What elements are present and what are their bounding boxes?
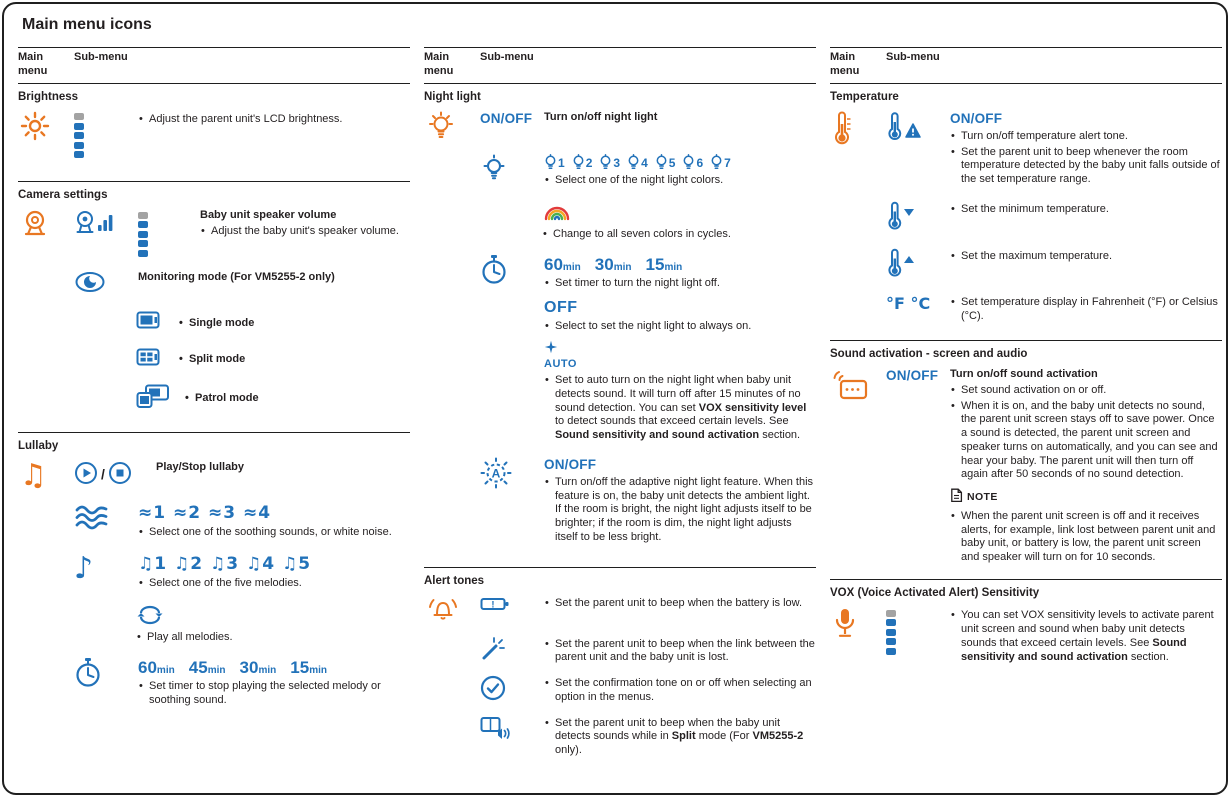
temp-min-icon (886, 222, 918, 234)
mode-label: • Single mode (178, 317, 254, 331)
section-vox-sensitivity (830, 579, 1222, 686)
bullet: • Select one of the five melodies. (138, 577, 410, 591)
battery-low-icon (480, 599, 510, 616)
note-block (950, 488, 1222, 565)
manual-page (2, 2, 1228, 795)
note-label: NOTE (967, 491, 998, 504)
page-title: Main menu icons (22, 16, 152, 33)
mode-label: • Patrol mode (184, 392, 259, 406)
rainbow-row (542, 201, 816, 242)
bulb-option: 5 (655, 154, 676, 171)
col-header-sub-menu: Sub-menu (74, 51, 128, 63)
bullet: • Set the minimum temperature. (950, 203, 1222, 217)
sound-activation-row (830, 368, 1222, 567)
melodies-row (18, 550, 410, 593)
col-header-sub-menu: Sub-menu (886, 51, 940, 63)
section-camera-settings (18, 181, 410, 432)
mode-split (136, 347, 410, 374)
table-header (18, 47, 410, 84)
lullaby-timer-row (18, 657, 410, 710)
bullet: • Set the confirmation tone on or off when selecting an option in the menus. (544, 677, 816, 705)
bulb-option: 2 (572, 154, 593, 171)
temperature-min-row (830, 201, 1222, 236)
timer-token: 45min (188, 658, 226, 678)
section-title-camera-settings: Camera settings (18, 188, 108, 201)
split-sound-icon (480, 732, 512, 744)
section-title-sound-activation: Sound activation - screen and audio (830, 347, 1028, 360)
bullet: • Change to all seven colors in cycles. (542, 228, 816, 242)
section-temperature (830, 84, 1222, 340)
repeat-icon (136, 616, 164, 628)
night-light-onoff-row (424, 111, 816, 148)
bullet: • Set timer to turn the night light off. (544, 277, 816, 291)
timer-icon (74, 679, 102, 691)
night-light-timer-row (424, 254, 816, 445)
rainbow-icon (542, 212, 572, 224)
stop-icon (108, 461, 132, 490)
monitor-patrol-icon (136, 384, 170, 415)
section-title-vox: VOX (Voice Activated Alert) Sensitivity (830, 586, 1040, 599)
level-indicator (74, 113, 138, 158)
bullet: • Set sound activation on or off. (950, 384, 1222, 398)
columns-container (4, 35, 1226, 772)
note-icon (950, 488, 963, 508)
play-icon (74, 461, 98, 490)
column-middle (424, 47, 816, 772)
night-light-color-options (544, 154, 816, 171)
music-note-icon: ♫ (20, 457, 47, 493)
bulb-option: 7 (710, 154, 731, 171)
column-right (830, 47, 1222, 686)
bullet: • Set temperature display in Fahrenheit (°F) or Celsius (°C). (950, 296, 1222, 324)
temp-max-icon (886, 269, 918, 281)
bullet: • Play all melodies. (136, 631, 410, 645)
sound-activation-icon (832, 393, 870, 405)
onoff-token: ON/OFF (950, 110, 1003, 126)
bullet: • Adjust the parent unit's LCD brightness. (138, 113, 410, 127)
separator: / (101, 466, 105, 483)
night-light-heading: Turn on/off night light (544, 110, 658, 123)
monitoring-mode-row (18, 271, 410, 298)
battery-alert-row (424, 595, 816, 628)
soothing-tokens: ≈1 ≈2 ≈3 ≈4 (138, 502, 272, 523)
bulb-option: 6 (682, 154, 703, 171)
vox-row (830, 607, 1222, 666)
mode-patrol (136, 384, 410, 415)
section-title-temperature: Temperature (830, 90, 899, 103)
col-header-main-menu: Main menu (18, 51, 48, 77)
bullet: • Set the parent unit to beep when the baby unit detects sounds while in Split mode (For VM5255-2 only). (544, 717, 816, 758)
timer-token: 15min (645, 254, 683, 274)
timer-icon (480, 276, 508, 288)
night-light-icon (426, 134, 456, 146)
eye-icon (74, 284, 106, 296)
col-header-main-menu: Main menu (830, 51, 860, 77)
bulb-icon (480, 175, 508, 187)
temp-alert-icon (886, 134, 924, 146)
timer-token: 60min (544, 254, 581, 274)
section-sound-activation (830, 340, 1222, 579)
section-title-night-light: Night light (424, 90, 481, 103)
adaptive-icon (480, 466, 512, 492)
section-title-brightness: Brightness (18, 90, 79, 103)
bullet: • Set the maximum temperature. (950, 250, 1222, 264)
off-token: OFF (544, 298, 578, 316)
svg-text:!: ! (491, 599, 495, 611)
bullet: • When it is on, and the baby unit detects no sound, the parent unit screen stays off to save power. Once a sound is detected, the parent unit screen and speaker turns on automatically, and you can see and hear your baby. The parent unit will then turn off again after 50 seconds of no sound detection. (950, 400, 1222, 483)
link-lost-icon (480, 653, 506, 665)
camera-volume-icon (74, 228, 114, 240)
col-header-sub-menu: Sub-menu (480, 51, 534, 63)
soothing-sounds-row (18, 503, 410, 542)
monitor-single-icon (136, 310, 164, 337)
play-stop-heading: Play/Stop lullaby (156, 460, 245, 473)
music-note-icon: ♪ (74, 550, 94, 586)
auto-token: AUTO (544, 358, 577, 371)
brightness-icon (20, 132, 50, 144)
timer-token: 30min (239, 658, 277, 678)
section-title-alert-tones: Alert tones (424, 574, 485, 587)
bullet: • Turn on/off the adaptive night light feature. When this feature is on, the baby unit detects the ambient light. If the room is bright, the night light adjusts itself to be brighter; if the room is dim, the night light adjusts itself to be less bright. (544, 476, 816, 545)
speaker-volume-row (18, 209, 410, 259)
bulb-option: 1 (544, 154, 565, 171)
monitoring-mode-heading: Monitoring mode (For VM5255-2 only) (138, 271, 335, 284)
table-header (830, 47, 1222, 84)
link-lost-row (424, 636, 816, 668)
bullet: • Set timer to stop playing the selected melody or soothing sound. (138, 680, 410, 708)
bullet: • Select to set the night light to always on. (544, 320, 816, 334)
bullet: • Adjust the baby unit's speaker volume. (200, 225, 410, 239)
bullet: • Turn on/off temperature alert tone. (950, 130, 1222, 144)
brightness-row (18, 111, 410, 161)
level-indicator (886, 610, 950, 655)
bullet: • Set to auto turn on the night light when baby unit detects sound. It will turn off after 15 minutes of no sound detection. You can set VOX sensitivity level to detect sounds that exceed certain levels. See Sound sensitivity and sound activation section. (544, 374, 816, 443)
alert-bell-icon (426, 614, 460, 626)
section-brightness (18, 84, 410, 181)
temperature-unit-token: °F °C (886, 294, 931, 314)
split-sound-row (424, 715, 816, 760)
bullet: • When the parent unit screen is off and it receives alerts, for example, link lost between parent unit and baby unit, or battery is low, the parent unit screen and speaker will turn on for 10 seconds. (950, 510, 1222, 565)
waves-icon (74, 522, 110, 534)
section-lullaby (18, 432, 410, 730)
play-stop-row (18, 457, 410, 493)
temperature-unit-row (830, 294, 1222, 326)
onoff-token: ON/OFF (886, 368, 939, 384)
temperature-max-row (830, 248, 1222, 283)
confirmation-icon (480, 692, 506, 704)
repeat-row (136, 605, 410, 646)
svg-text:A: A (491, 466, 501, 481)
bulb-option: 3 (599, 154, 620, 171)
timer-token: 60min (138, 658, 175, 678)
bullet: • Select one of the night light colors. (544, 174, 816, 188)
sparkle-icon (544, 345, 558, 357)
night-light-colors-row (424, 154, 816, 190)
temperature-alert-row (830, 111, 1222, 189)
onoff-token: ON/OFF (480, 110, 533, 126)
camera-icon (20, 230, 50, 242)
table-header (424, 47, 816, 84)
onoff-token: ON/OFF (544, 456, 597, 472)
section-night-light (424, 84, 816, 567)
section-alert-tones (424, 567, 816, 772)
timer-token: 15min (290, 658, 327, 678)
column-left (18, 47, 410, 730)
speaker-volume-heading: Baby unit speaker volume (200, 209, 337, 222)
adaptive-night-light-row (424, 457, 816, 547)
bullet: • Set the parent unit to beep whenever the room temperature detected by the baby unit falls outside of the set temperature range. (950, 146, 1222, 187)
bullet: • You can set VOX sensitivity levels to activate parent unit screen and sound when baby unit detects sounds that exceed certain levels. See Sound sensitivity and sound activation section. (950, 609, 1222, 664)
melody-tokens: ♫1 ♫2 ♫3 ♫4 ♫5 (138, 553, 312, 574)
bulb-option: 4 (627, 154, 648, 171)
mode-label: • Split mode (178, 353, 245, 367)
thermometer-icon (832, 138, 852, 150)
bullet: • Set the parent unit to beep when the link between the parent unit and the baby unit is lost. (544, 638, 816, 666)
level-indicator (138, 212, 200, 257)
bullet: • Select one of the soothing sounds, or white noise. (138, 526, 410, 540)
section-title-lullaby: Lullaby (18, 440, 59, 453)
monitor-split-icon (136, 347, 164, 374)
vox-mic-icon (832, 632, 858, 644)
confirmation-tone-row (424, 675, 816, 707)
timer-token: 30min (594, 254, 632, 274)
bullet: • Set the parent unit to beep when the battery is low. (544, 597, 816, 611)
sound-activation-heading: Turn on/off sound activation (950, 368, 1098, 381)
mode-single (136, 310, 410, 337)
auto-token-block (544, 340, 816, 373)
col-header-main-menu: Main menu (424, 51, 454, 77)
